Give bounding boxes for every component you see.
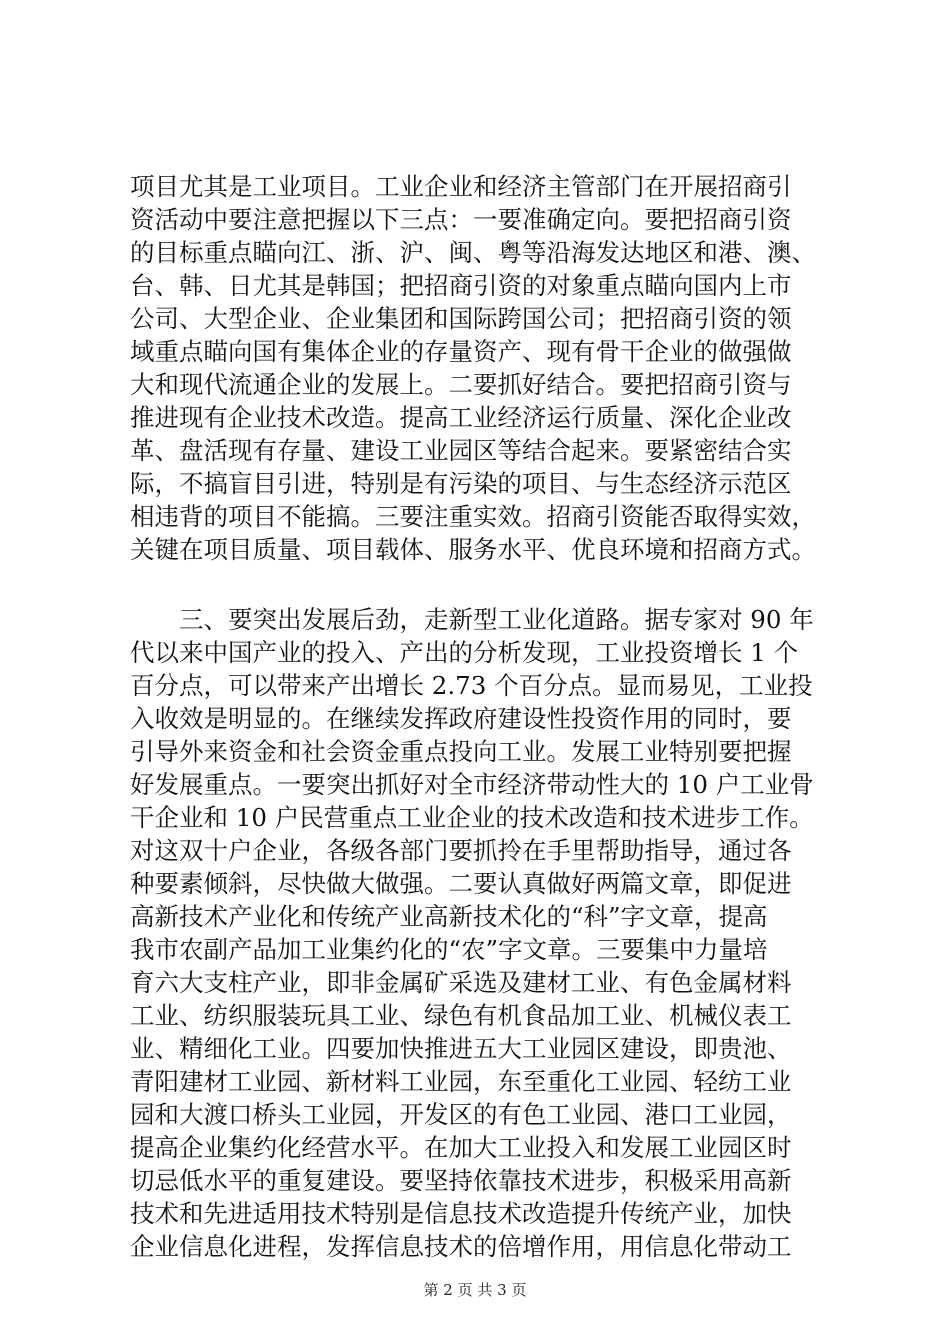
text-line: 我市农副产品加工业集约化的“农”字文章。三要集中力量培 [130, 935, 768, 964]
text-line: 公司、大型企业、企业集团和国际跨国公司；把招商引资的领 [130, 304, 792, 333]
text-line: 关键在项目质量、项目载体、服务水平、优良环境和招商方式。 [130, 535, 816, 564]
text-line: 代以来中国产业的投入、产出的分析发现，工业投资增长 1 个 [130, 638, 799, 667]
text-line: 提高企业集约化经营水平。在加大工业投入和发展工业园区时 [130, 1133, 792, 1162]
text-line: 园和大渡口桥头工业园，开发区的有色工业园、港口工业园， [130, 1100, 792, 1129]
text-line: 种要素倾斜，尽快做大做强。二要认真做好两篇文章，即促进 [130, 869, 792, 898]
text-line: 育六大支柱产业，即非金属矿采选及建材工业、有色金属材料 [130, 968, 792, 997]
text-line: 入收效是明显的。在继续发挥政府建设性投资作用的同时，要 [130, 704, 792, 733]
paragraph-gap [130, 566, 830, 603]
text-line: 引导外来资金和社会资金重点投向工业。发展工业特别要把握 [130, 737, 792, 766]
text-line: 百分点，可以带来产出增长 2.73 个百分点。显而易见，工业投 [130, 671, 813, 700]
text-line: 对这双十户企业，各级各部门要抓拎在手里帮助指导，通过各 [130, 836, 792, 865]
text-line: 项目尤其是工业项目。工业企业和经济主管部门在开展招商引 [130, 172, 792, 201]
text-line: 青阳建材工业园、新材料工业园，东至重化工业园、轻纺工业 [130, 1067, 792, 1096]
text-line: 革、盘活现有存量、建设工业园区等结合起来。要紧密结合实 [130, 436, 792, 465]
text-line: 域重点瞄向国有集体企业的存量资产、现有骨干企业的做强做 [130, 337, 792, 366]
text-line: 的目标重点瞄向江、浙、沪、闽、粤等沿海发达地区和港、澳、 [130, 238, 816, 267]
text-line: 三、要突出发展后劲，走新型工业化道路。据专家对 90 年 [130, 605, 814, 634]
text-line: 相违背的项目不能搞。三要注重实效。招商引资能否取得实效， [130, 502, 816, 531]
text-line: 切忌低水平的重复建设。要坚持依靠技术进步，积极采用高新 [130, 1166, 792, 1195]
text-line: 际，不搞盲目引进，特别是有污染的项目、与生态经济示范区 [130, 469, 792, 498]
text-line: 干企业和 10 户民营重点工业企业的技术改造和技术进步工作。 [130, 803, 814, 832]
text-line: 资活动中要注意把握以下三点：一要准确定向。要把招商引资 [130, 205, 792, 234]
paragraph-1 [130, 170, 830, 566]
text-line: 业、精细化工业。四要加快推进五大工业园区建设，即贵池、 [130, 1034, 792, 1063]
text-line: 台、韩、日尤其是韩国；把招商引资的对象重点瞄向国内上市 [130, 271, 792, 300]
text-line: 高新技术产业化和传统产业高新技术化的“科”字文章，提高 [130, 902, 768, 931]
text-line: 大和现代流通企业的发展上。二要抓好结合。要把招商引资与 [130, 370, 792, 399]
text-line: 企业信息化进程，发挥信息技术的倍增作用，用信息化带动工 [130, 1232, 792, 1261]
text-line: 推进现有企业技术改造。提高工业经济运行质量、深化企业改 [130, 403, 792, 432]
paragraph-2 [130, 603, 830, 1263]
text-line: 工业、纺织服装玩具工业、绿色有机食品加工业、机械仪表工 [130, 1001, 792, 1030]
page-footer: 第 2 页 共 3 页 [423, 1281, 527, 1299]
text-line: 技术和先进适用技术特别是信息技术改造提升传统产业，加快 [130, 1199, 792, 1228]
document-body [130, 170, 830, 1263]
text-line: 好发展重点。一要突出抓好对全市经济带动性大的 10 户工业骨 [130, 770, 814, 799]
